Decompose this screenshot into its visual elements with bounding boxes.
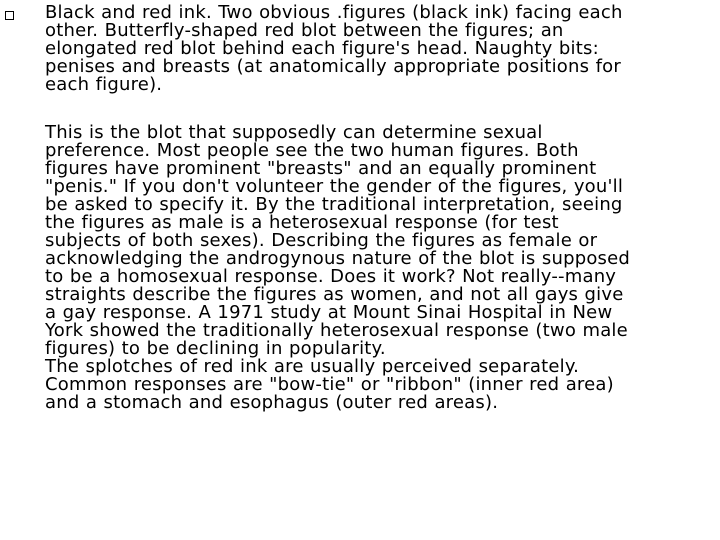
text-line: figures have prominent "breasts" and an equally prominent: [45, 158, 597, 179]
text-line: elongated red blot behind each figure's head. Naughty bits:: [45, 38, 599, 59]
text-line: to be a homosexual response. Does it work? Not really--many: [45, 266, 617, 287]
text-line: Black and red ink. Two obvious .figures (black ink) facing each: [45, 2, 623, 23]
text-line: "penis." If you don't volunteer the gender of the figures, you'll: [45, 176, 624, 197]
text-line: This is the blot that supposedly can determine sexual: [45, 122, 543, 143]
text-line: York showed the traditionally heterosexual response (two male: [45, 320, 628, 341]
text-line: straights describe the figures as women, and not all gays give: [45, 284, 624, 305]
text-line: each figure).: [45, 74, 163, 95]
text-line: and a stomach and esophagus (outer red areas).: [45, 392, 499, 413]
text-line: penises and breasts (at anatomically appropriate positions for: [45, 56, 621, 77]
text-line: other. Butterfly-shaped red blot between the figures; an: [45, 20, 564, 41]
paragraph-figures-description: [45, 4, 717, 94]
text-line: a gay response. A 1971 study at Mount Sinai Hospital in New: [45, 302, 613, 323]
text-line: the figures as male is a heterosexual response (for test: [45, 212, 559, 233]
paragraph-interpretation: [45, 124, 717, 412]
text-line: The splotches of red ink are usually perceived separately.: [45, 356, 580, 377]
square-bullet-icon: [5, 11, 14, 20]
text-line: preference. Most people see the two human figures. Both: [45, 140, 579, 161]
text-line: subjects of both sexes). Describing the figures as female or: [45, 230, 598, 251]
text-line: Common responses are "bow-tie" or "ribbon" (inner red area): [45, 374, 614, 395]
text-line: be asked to specify it. By the traditional interpretation, seeing: [45, 194, 623, 215]
text-line: figures) to be declining in popularity.: [45, 338, 386, 359]
text-line: acknowledging the androgynous nature of the blot is supposed: [45, 248, 631, 269]
